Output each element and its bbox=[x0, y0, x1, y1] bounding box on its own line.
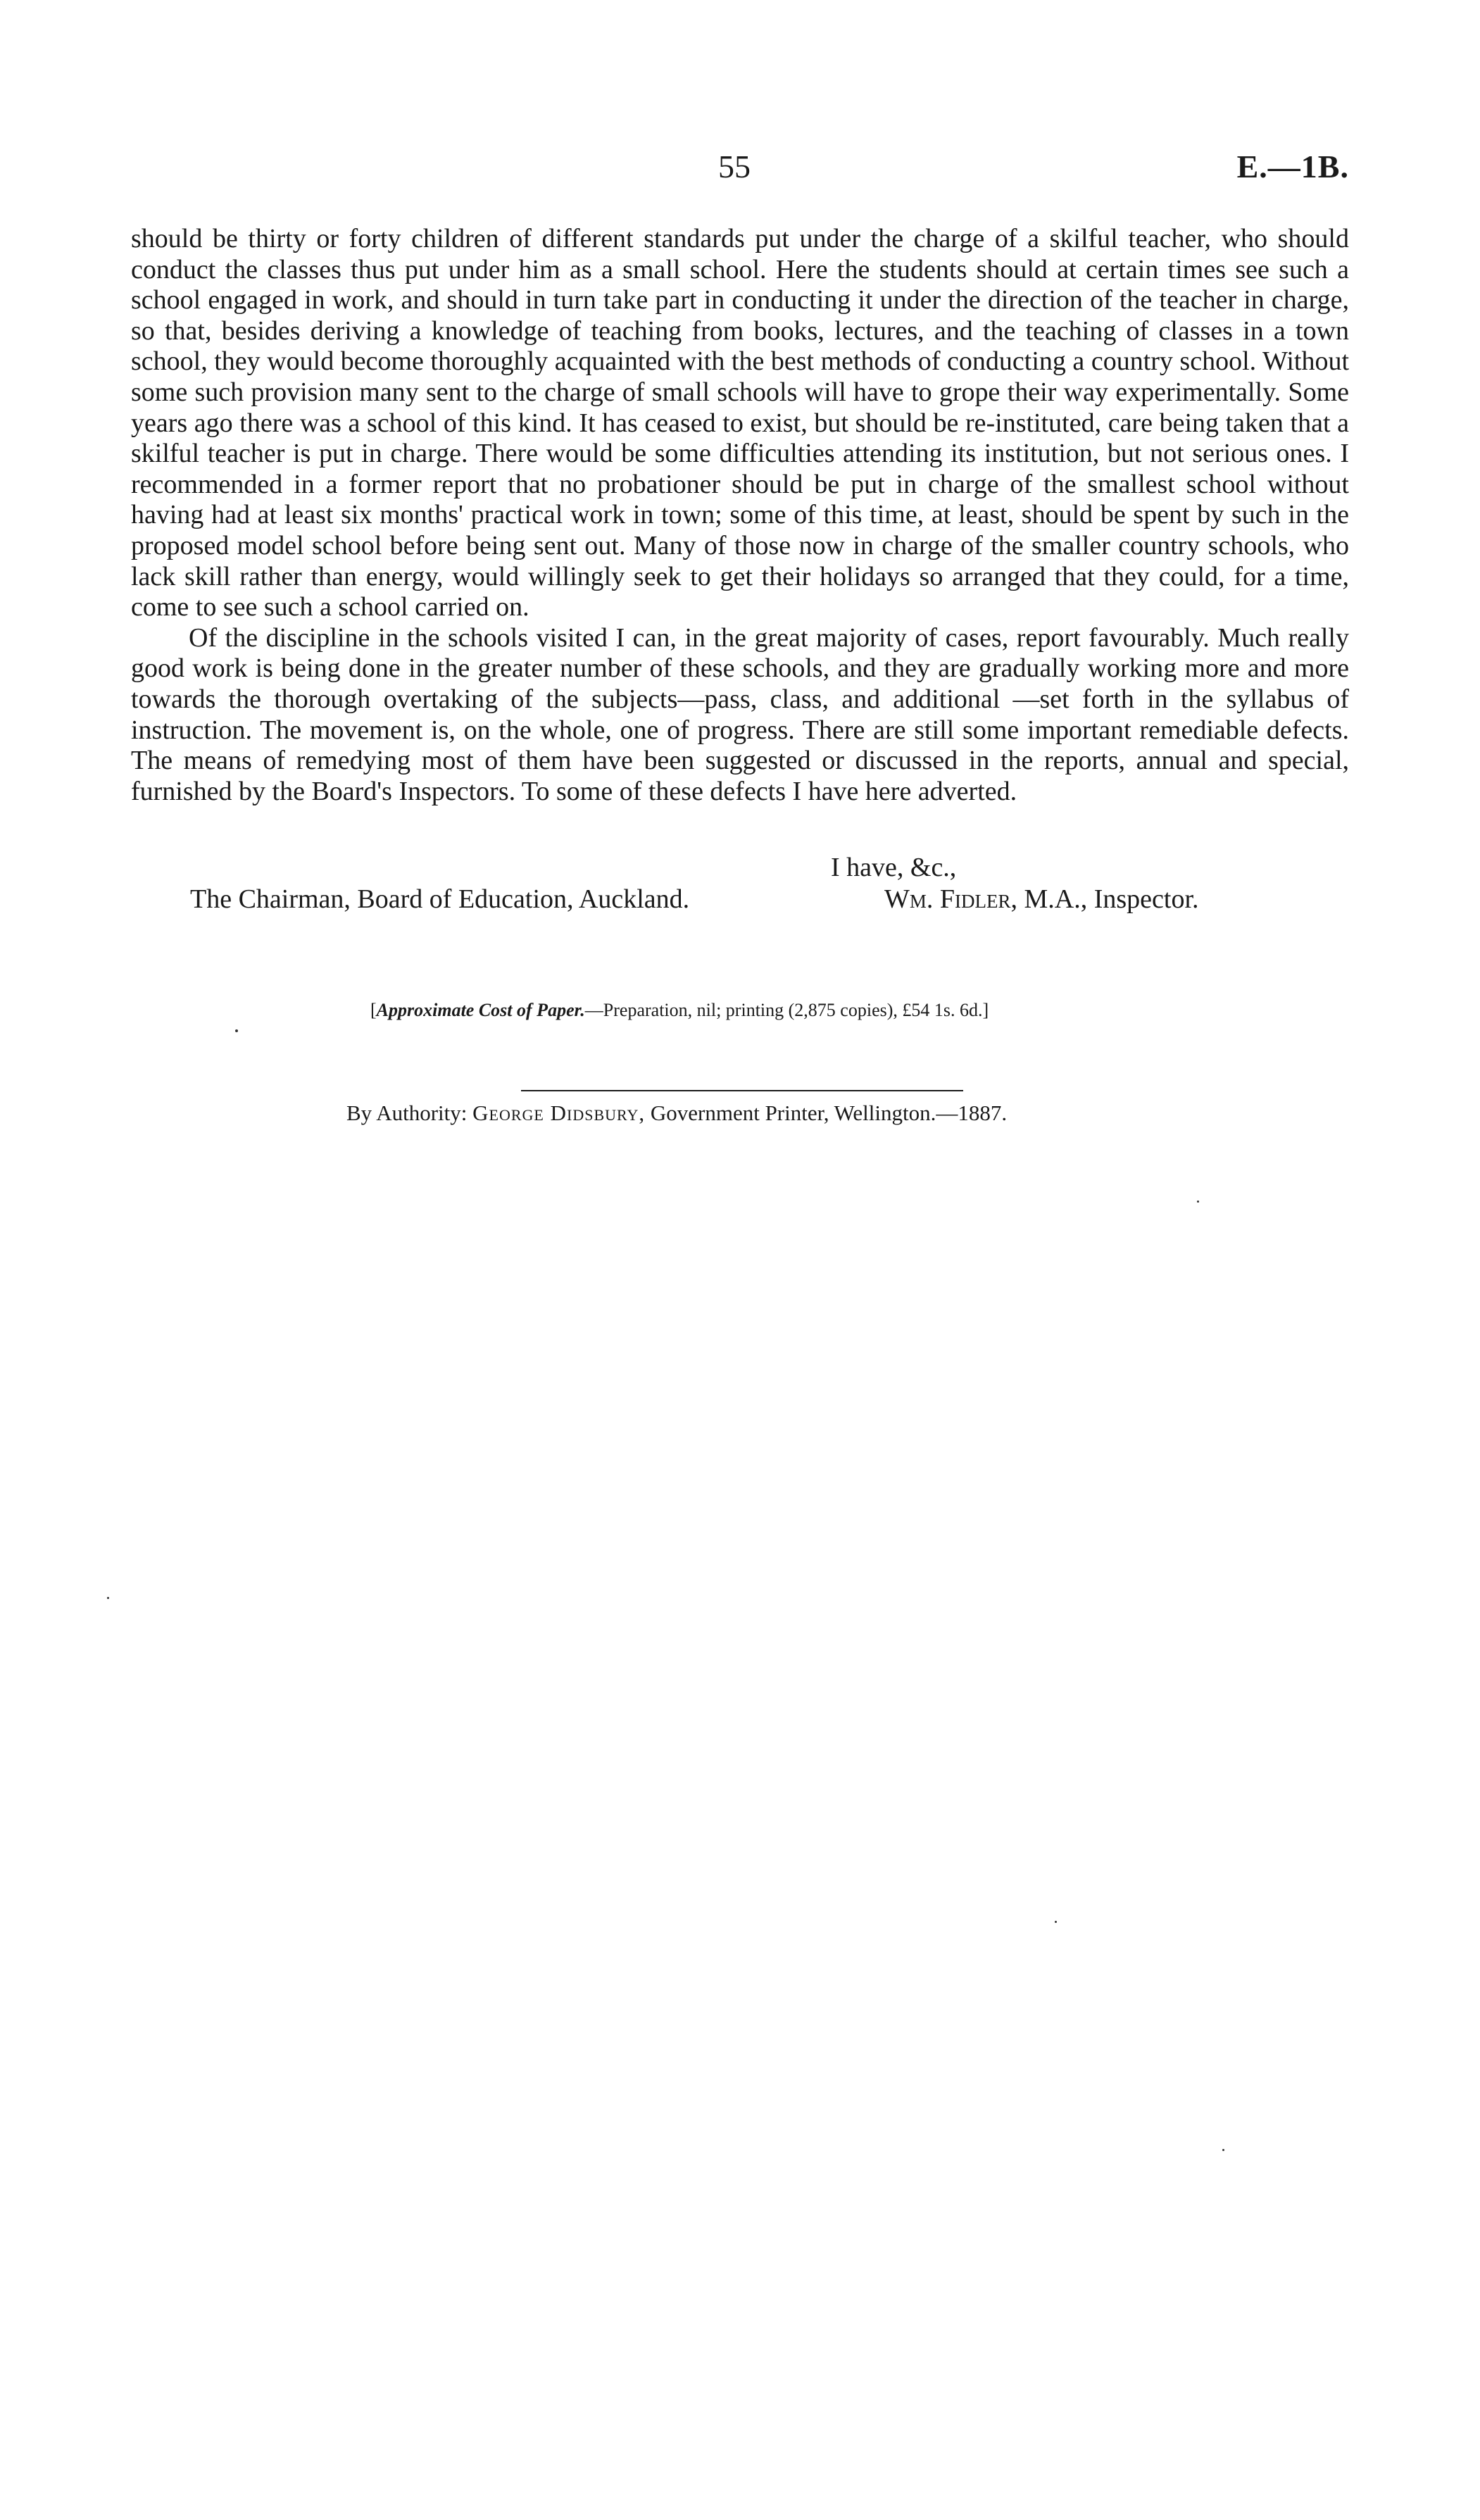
closing-salutation: I have, &c., bbox=[831, 853, 957, 882]
scan-speck bbox=[107, 1597, 109, 1599]
imprint-prefix: By Authority: bbox=[346, 1101, 468, 1125]
page-number: 55 bbox=[718, 149, 751, 184]
scan-speck bbox=[235, 1029, 238, 1032]
body-paragraph-continued: should be thirty or forty children of different standards put under the charge of a skilful teacher, who should conduct the classes thus put under him as a small school. Here the students should at certain times see such a school engaged in work, and should in turn take part in conducting it under the direction of the teacher in charge, so that, besides deriving a knowledge of teaching from books, lectures, and the teaching of classes in a town school, they would become thoroughly acquainted with the best methods of conducting a country school. Without some such provision many sent to the charge of small schools will have to grope their way experimentally. Some years ago there was a school of this kind. It has ceased to exist, but should be re-instituted, care being taken that a skilful teacher is put in charge. There would be some difficulties attending its institution, but not serious ones. I recommended in a former report that no probationer should be put in charge of the smallest school without having had at least six months' practical work in town; some of this time, at least, should be spent by such in the proposed model school before being sent out. Many of those now in charge of the smaller country schools, who lack skill rather than energy, would willingly seek to get their holidays so arranged that they could, for a time, come to see such a school carried on. bbox=[131, 224, 1349, 622]
imprint-suffix: Government Printer, Wellington.—1887. bbox=[650, 1101, 1008, 1125]
signer-name: Wm. Fidler, bbox=[884, 884, 1017, 914]
signer-title: M.A., Inspector. bbox=[1024, 884, 1199, 914]
printer-name: George Didsbury, bbox=[472, 1101, 646, 1125]
cost-note-label: Approximate Cost of Paper. bbox=[376, 1000, 585, 1020]
imprint-divider bbox=[521, 1090, 963, 1091]
signature-block bbox=[884, 884, 1199, 915]
cost-note-open: [ bbox=[370, 1000, 377, 1020]
addressee-line: The Chairman, Board of Education, Auckland. bbox=[190, 884, 690, 914]
scan-speck bbox=[1222, 2149, 1224, 2151]
report-body bbox=[131, 224, 1349, 807]
cost-note-text: —Preparation, nil; printing (2,875 copies), £54 1s. 6d.] bbox=[584, 1000, 989, 1020]
scan-speck bbox=[1197, 1201, 1199, 1203]
printer-imprint bbox=[346, 1101, 1007, 1126]
cost-note bbox=[370, 1000, 989, 1021]
scan-speck bbox=[1055, 1921, 1057, 1923]
body-paragraph-discipline: Of the discipline in the schools visited I can, in the great majority of cases, report favourably. Much really good work is being done in the greater number of these schools, and they are gradually working more and more towards the thorough overtaking of the subjects—pass, class, and additional —set forth in the syllabus of instruction. The movement is, on the whole, one of progress. There are still some important remediable defects. The means of remedying most of them have been suggested or discussed in the reports, annual and special, furnished by the Board's Inspectors. To some of these defects I have here adverted. bbox=[131, 622, 1349, 806]
document-reference: E.—1B. bbox=[1236, 149, 1349, 184]
